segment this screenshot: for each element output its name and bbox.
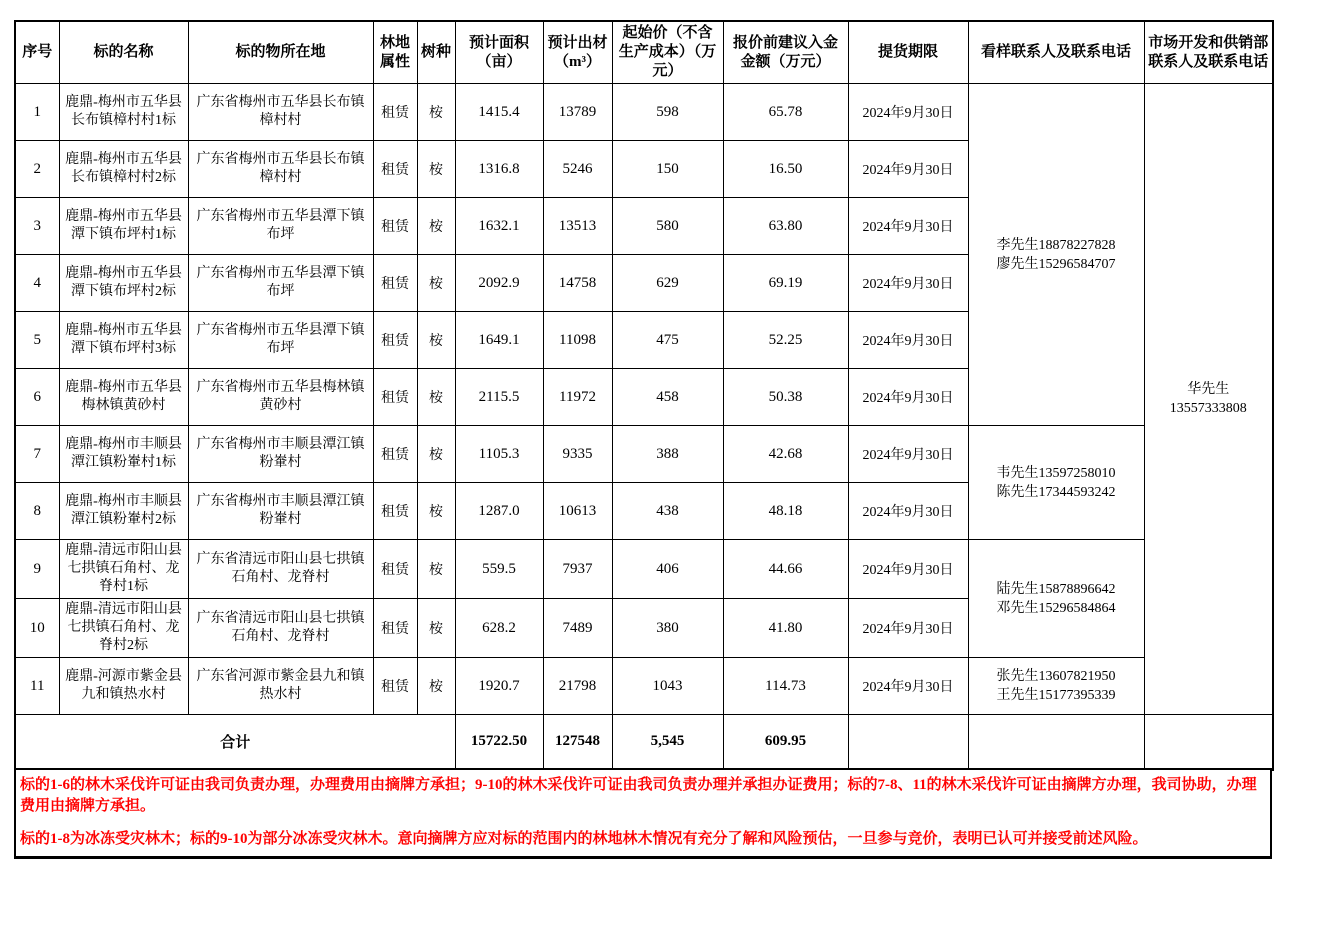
cell-tenure: 租赁 <box>373 483 417 540</box>
cell-price: 629 <box>612 255 723 312</box>
col-header-name: 标的名称 <box>59 21 188 84</box>
cell-species: 桉 <box>417 312 455 369</box>
cell-species: 桉 <box>417 540 455 599</box>
col-header-price: 起始价（不含生产成本）（万元） <box>612 21 723 84</box>
cell-species: 桉 <box>417 141 455 198</box>
note-risk-disclosure: 标的1-8为冰冻受灾林木；标的9-10为部分冰冻受灾林木。意向摘牌方应对标的范围内的林地林木情况有充分了解和风险预估，一旦参与竞价，表明已认可并接受前述风险。 <box>20 831 1148 847</box>
cell-deadline: 2024年9月30日 <box>848 198 968 255</box>
cell-location: 广东省梅州市五华县潭下镇布坪 <box>188 312 373 369</box>
cell-tenure: 租赁 <box>373 84 417 141</box>
lot-table <box>14 20 1274 771</box>
cell-lot-name: 鹿鼎-清远市阳山县七拱镇石角村、龙脊村2标 <box>59 599 188 658</box>
cell-deposit: 44.66 <box>723 540 848 599</box>
note-permit-terms: 标的1-6的林木采伐许可证由我司负责办理，办理费用由摘牌方承担；9-10的林木采伐许可证由我司负责办理并承担办证费用；标的7-8、11的林木采伐许可证由摘牌方办理，我司协助，办理费用由摘牌方承担。 <box>20 777 1257 814</box>
cell-deadline: 2024年9月30日 <box>848 540 968 599</box>
cell-deadline: 2024年9月30日 <box>848 312 968 369</box>
cell-tenure: 租赁 <box>373 141 417 198</box>
cell-location: 广东省清远市阳山县七拱镇石角村、龙脊村 <box>188 540 373 599</box>
cell-area: 559.5 <box>455 540 543 599</box>
cell-lot-name: 鹿鼎-梅州市五华县潭下镇布坪村2标 <box>59 255 188 312</box>
cell-no: 3 <box>15 198 59 255</box>
cell-area: 2115.5 <box>455 369 543 426</box>
cell-volume: 11098 <box>543 312 612 369</box>
cell-deposit: 16.50 <box>723 141 848 198</box>
cell-location: 广东省清远市阳山县七拱镇石角村、龙脊村 <box>188 599 373 658</box>
cell-price: 150 <box>612 141 723 198</box>
cell-volume: 10613 <box>543 483 612 540</box>
totals-row <box>15 715 1273 770</box>
cell-price: 598 <box>612 84 723 141</box>
contact-line: 王先生15177395339 <box>996 688 1116 703</box>
cell-deadline: 2024年9月30日 <box>848 426 968 483</box>
cell-price: 380 <box>612 599 723 658</box>
cell-location: 广东省河源市紫金县九和镇热水村 <box>188 658 373 715</box>
cell-deposit: 69.19 <box>723 255 848 312</box>
cell-volume: 7937 <box>543 540 612 599</box>
cell-lot-name: 鹿鼎-梅州市丰顺县潭江镇粉輋村1标 <box>59 426 188 483</box>
cell-no: 9 <box>15 540 59 599</box>
cell-lot-name: 鹿鼎-梅州市五华县梅林镇黄砂村 <box>59 369 188 426</box>
cell-total-label: 合计 <box>15 715 455 770</box>
contact-line: 廖先生15296584707 <box>996 256 1116 272</box>
contact-line: 韦先生13597258010 <box>996 465 1116 481</box>
cell-volume: 21798 <box>543 658 612 715</box>
cell-total-deposit: 609.95 <box>723 715 848 770</box>
cell-sample-contact-group3 <box>968 540 1144 658</box>
cell-price: 580 <box>612 198 723 255</box>
cell-location: 广东省梅州市五华县梅林镇黄砂村 <box>188 369 373 426</box>
cell-total-area: 15722.50 <box>455 715 543 770</box>
cell-tenure: 租赁 <box>373 198 417 255</box>
cell-location: 广东省梅州市五华县长布镇樟村村 <box>188 141 373 198</box>
cell-area: 1415.4 <box>455 84 543 141</box>
cell-tenure: 租赁 <box>373 369 417 426</box>
cell-no: 4 <box>15 255 59 312</box>
table-row <box>15 426 1273 483</box>
col-header-sample-contact: 看样联系人及联系电话 <box>968 21 1144 84</box>
cell-lot-name: 鹿鼎-梅州市丰顺县潭江镇粉輋村2标 <box>59 483 188 540</box>
cell-lot-name: 鹿鼎-梅州市五华县潭下镇布坪村1标 <box>59 198 188 255</box>
cell-lot-name: 鹿鼎-梅州市五华县潭下镇布坪村3标 <box>59 312 188 369</box>
cell-no: 8 <box>15 483 59 540</box>
cell-species: 桉 <box>417 599 455 658</box>
cell-volume: 9335 <box>543 426 612 483</box>
cell-price: 406 <box>612 540 723 599</box>
cell-tenure: 租赁 <box>373 540 417 599</box>
cell-area: 1920.7 <box>455 658 543 715</box>
cell-total-volume: 127548 <box>543 715 612 770</box>
cell-deadline: 2024年9月30日 <box>848 141 968 198</box>
cell-species: 桉 <box>417 658 455 715</box>
table-row <box>15 540 1273 599</box>
cell-deadline: 2024年9月30日 <box>848 255 968 312</box>
cell-no: 5 <box>15 312 59 369</box>
cell-deposit: 65.78 <box>723 84 848 141</box>
cell-area: 1316.8 <box>455 141 543 198</box>
cell-deadline: 2024年9月30日 <box>848 658 968 715</box>
cell-deposit: 48.18 <box>723 483 848 540</box>
cell-no: 10 <box>15 599 59 658</box>
cell-price: 1043 <box>612 658 723 715</box>
cell-species: 桉 <box>417 198 455 255</box>
col-header-deposit: 报价前建议入金金额（万元） <box>723 21 848 84</box>
cell-species: 桉 <box>417 255 455 312</box>
cell-price: 438 <box>612 483 723 540</box>
cell-tenure: 租赁 <box>373 255 417 312</box>
cell-no: 6 <box>15 369 59 426</box>
cell-tenure: 租赁 <box>373 599 417 658</box>
cell-deposit: 63.80 <box>723 198 848 255</box>
cell-lot-name: 鹿鼎-清远市阳山县七拱镇石角村、龙脊村1标 <box>59 540 188 599</box>
cell-no: 1 <box>15 84 59 141</box>
notes-box <box>14 768 1272 859</box>
table-header-row <box>15 21 1273 84</box>
cell-area: 1632.1 <box>455 198 543 255</box>
cell-species: 桉 <box>417 369 455 426</box>
col-header-deadline: 提货期限 <box>848 21 968 84</box>
cell-total-deadline-empty <box>848 715 968 770</box>
contact-line: 陈先生17344593242 <box>996 484 1116 500</box>
cell-no: 2 <box>15 141 59 198</box>
cell-tenure: 租赁 <box>373 426 417 483</box>
cell-sample-contact-group4 <box>968 658 1144 715</box>
contact-line: 陆先生15878896642 <box>996 581 1116 597</box>
cell-area: 628.2 <box>455 599 543 658</box>
cell-price: 475 <box>612 312 723 369</box>
cell-location: 广东省梅州市五华县潭下镇布坪 <box>188 255 373 312</box>
cell-volume: 5246 <box>543 141 612 198</box>
cell-area: 2092.9 <box>455 255 543 312</box>
cell-volume: 13513 <box>543 198 612 255</box>
cell-deposit: 41.80 <box>723 599 848 658</box>
cell-no: 11 <box>15 658 59 715</box>
col-header-volume: 预计出材（m³） <box>543 21 612 84</box>
cell-market-contact <box>1144 84 1273 715</box>
cell-deadline: 2024年9月30日 <box>848 599 968 658</box>
cell-deposit: 42.68 <box>723 426 848 483</box>
cell-location: 广东省梅州市丰顺县潭江镇粉輋村 <box>188 426 373 483</box>
cell-species: 桉 <box>417 483 455 540</box>
cell-volume: 7489 <box>543 599 612 658</box>
cell-volume: 11972 <box>543 369 612 426</box>
cell-sample-contact-group1 <box>968 84 1144 426</box>
cell-location: 广东省梅州市五华县长布镇樟村村 <box>188 84 373 141</box>
cell-no: 7 <box>15 426 59 483</box>
cell-total-price: 5,545 <box>612 715 723 770</box>
contact-line: 邓先生15296584864 <box>996 600 1116 616</box>
cell-sample-contact-group2 <box>968 426 1144 540</box>
contact-line: 华先生 <box>1187 382 1230 397</box>
cell-price: 388 <box>612 426 723 483</box>
cell-total-sample-contact-empty <box>968 715 1144 770</box>
table-row <box>15 658 1273 715</box>
cell-area: 1287.0 <box>455 483 543 540</box>
cell-price: 458 <box>612 369 723 426</box>
cell-species: 桉 <box>417 84 455 141</box>
col-header-no: 序号 <box>15 21 59 84</box>
col-header-market-contact: 市场开发和供销部联系人及联系电话 <box>1144 21 1273 84</box>
cell-location: 广东省梅州市丰顺县潭江镇粉輋村 <box>188 483 373 540</box>
cell-deadline: 2024年9月30日 <box>848 369 968 426</box>
table-row <box>15 84 1273 141</box>
col-header-tenure: 林地属性 <box>373 21 417 84</box>
contact-line: 李先生18878227828 <box>996 237 1116 253</box>
cell-area: 1105.3 <box>455 426 543 483</box>
cell-deposit: 114.73 <box>723 658 848 715</box>
contact-line: 张先生13607821950 <box>996 669 1116 684</box>
contact-line: 13557333808 <box>1169 401 1247 416</box>
cell-deadline: 2024年9月30日 <box>848 483 968 540</box>
cell-lot-name: 鹿鼎-梅州市五华县长布镇樟村村1标 <box>59 84 188 141</box>
cell-lot-name: 鹿鼎-河源市紫金县九和镇热水村 <box>59 658 188 715</box>
cell-area: 1649.1 <box>455 312 543 369</box>
col-header-area: 预计面积（亩） <box>455 21 543 84</box>
cell-species: 桉 <box>417 426 455 483</box>
cell-location: 广东省梅州市五华县潭下镇布坪 <box>188 198 373 255</box>
col-header-species: 树种 <box>417 21 455 84</box>
cell-volume: 14758 <box>543 255 612 312</box>
cell-tenure: 租赁 <box>373 312 417 369</box>
cell-deposit: 52.25 <box>723 312 848 369</box>
cell-lot-name: 鹿鼎-梅州市五华县长布镇樟村村2标 <box>59 141 188 198</box>
cell-total-market-contact-empty <box>1144 715 1273 770</box>
cell-deadline: 2024年9月30日 <box>848 84 968 141</box>
cell-volume: 13789 <box>543 84 612 141</box>
col-header-location: 标的物所在地 <box>188 21 373 84</box>
cell-deposit: 50.38 <box>723 369 848 426</box>
cell-tenure: 租赁 <box>373 658 417 715</box>
